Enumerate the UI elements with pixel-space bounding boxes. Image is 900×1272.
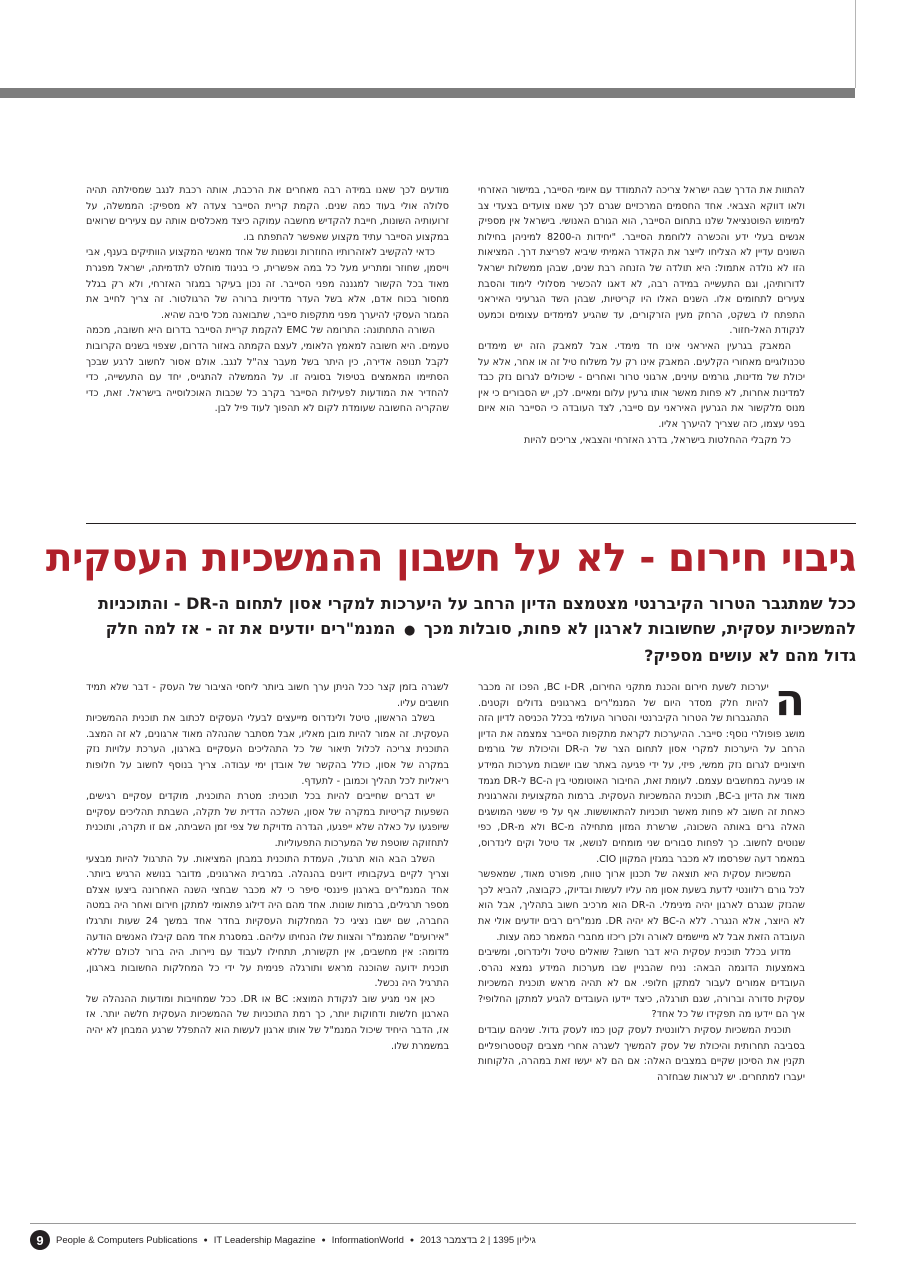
top-left-column xyxy=(86,183,449,505)
paragraph: בשלב הראשון, טיטל ולינדרוס מייעצים לבעלי העסקים לכתוב את תוכנית ההמשכיות העסקית. זה אמור להיות מובן מאליו, אבל מסתבר שהנהלה מאוד ארגונים, לא זה המצב. התוכנית צריכה לכלול תיאור של כל התהליכים העסקיים בארגון, הערכת עלויות נזק במקרה של אסון, כולל בהקשר של אובדן ימי עבודה. צריך בנוסף לחשוב על חלופות ריאליות לכל תהליך וכמובן - לתעדף. xyxy=(86,713,449,787)
paragraph: תוכנית המשכיות עסקית רלוונטית לעסק קטן כמו לעסק גדול. שניהם עובדים בסביבה תחרותית והיכולת של עסק להמשיך לשגרה אחרי מצבים קטסטרופליים תקנין את הסיכון שקיים במצבים האלה: אם הם לא יעשו זאת במהרה, הלקוחות יעברו למתחרים. יש לנראות שבחזרה xyxy=(478,1025,805,1083)
article-subhead xyxy=(80,591,856,671)
drop-cap: ה xyxy=(774,680,805,726)
top-right-column xyxy=(478,183,805,505)
article-right-column xyxy=(478,680,805,1195)
footer-magazine: IT Leadership Magazine xyxy=(213,1234,316,1246)
paragraph-lead-text: יערכות לשעת חירום והכנת מתקני החירום, DR-ו BC, הפכו זה מכבר להיות חלק מסדר היום של המנמ"רים בארגונים גדולים וקטנים. התהגברות של הטרור הקיברנטי והטרור העולמי בכלל הכניסה לדיון הזה מושג פופולרי נוסף: סייבר. ההיערכות לקראת מתקפות הסייבר צמצמה את הדיון הרחב על היערכות למקרי אסון לתחום הצר של ה-DR והיכולת של גורמים חיצוניים לגרום נזק ממשי, פיזי, על ידי פגיעה באתר שבו יושבות מערכות המידע או פגיעה במחשבים עצמם. לעומת זאת, החיבור האוטומטי בין ה-BC ל-DR מגמד מאוד את הדיון ב-BC, תוכנית ההמשכיות העסקית. ברמות המקצועית והארגונית כאחת זה חשוב לא פחות מאשר תוכניות להתאוששות. אף על פי ששני המושגים האלה גרים באותה השכונה, שרשרת המזון מתחילה מ-BC ולא מ-DR, כפי שנוטים לחשוב. כך לפחות סבורים שני מומחים לנושא, אד טיטל וקים לינדרוס, במאמר דעה שפרסמו לא מכבר במגזין המקוון CIO. xyxy=(478,682,805,865)
footer-rule xyxy=(30,1223,856,1224)
article-left-column xyxy=(86,680,449,1195)
footer-separator-icon: ● xyxy=(321,1236,326,1244)
page-number: 9 xyxy=(30,1230,50,1250)
header-band xyxy=(0,88,855,98)
paragraph: המאבק בגרעין האיראני אינו חד מימדי. אבל למאבק הזה יש מימדים טכנולוגיים מאחורי הקלעים. המאבק אינו רק על משלוח טיל זה או אחר, אלא על יכולת של מדינות, גורמים עוינים, ארגוני טרור ואחרים - שיכולים לגרום נזק כבד למדינות אחרות, לא פחות מאשר אותו גרעין עלום ומאיים. לכן, יש הסבורים כי אין מנוס מלקשור את הגרעין האיראני עם סייבר, לצד העובדה כי הסייבר הוא איום בפני עצמו, כזה שצריך להיערך אליו. xyxy=(478,340,805,430)
page-footer xyxy=(30,1228,856,1252)
footer-separator-icon: ● xyxy=(203,1236,208,1244)
paragraph: להתוות את הדרך שבה ישראל צריכה להתמודד עם איומי הסייבר, במישור האזרחי ולאו דווקא הצבאי. אחד החסמים המרכזיים שגרם לכך שאנו צועדים בצעדי צב למימוש הפוטנציאל שלנו בתחום הסייבר, הוא הגורם האנושי. בישראל אין מספיק אנשים בעלי ידע והכשרה ללוחמת הסייבר. "יחידות ה-8200 למיניהן בחילות השונים עדיין לא הצליחו לייצר את הקאדר האמיתי שיביא לפריצת דרך. המציאות הזו לא נולדה אתמול: היא תולדה של הזנחה רבת שנים, שבהן ממשלות ישראל לדורותיהן, וגם התעשייה במידה רבה, לא דאגו להכשיר מסלולי לימוד והסבת צעירים לתחומים אלו. השנים האלו היו קריטיות, שבהן השד הגרעיני האיראני התפתח לו בשקט, הרחק מעין הזרקורים, עד שהגיע למימדים עצומים וכמעט לנקודת האל-חזור. xyxy=(478,185,805,337)
paragraph: כל מקבלי ההחלטות בישראל, בדרג האזרחי והצבאי, צריכים להיות xyxy=(524,434,791,446)
bullet-icon: ● xyxy=(404,623,416,638)
subhead-part-2: המנמ"רים יודעים את זה - אז למה חלק גדול מהם לא עושים מספיק? xyxy=(105,619,856,665)
paragraph-lead xyxy=(478,680,805,867)
subhead-part-1: ככל שמתגבר הטרור הקיברנטי מצטמצם הדיון הרחב על היערכות למקרי אסון לתחום ה-DR - והתוכניות להמשכיות עסקית, שחשובות לארגון לא פחות, סובלות מכך xyxy=(98,594,856,638)
top-vertical-rule xyxy=(855,0,856,88)
footer-issue: גיליון 1395 | 2 בדצמבר 2013 xyxy=(420,1234,536,1246)
paragraph: מדוע בכלל תוכנית עסקית היא דבר חשוב? שואלים טיטל ולינדרוס, ומשיבים באמצעות הדוגמה הבאה: נניח שהבניין שבו מערכות המידע נמצא נהרס. העובדים אמורים לעבור למתקן חלופי. אם לא תהיה מראש תוכנית המשכיות עסקית סדורה וברורה, שגם תורגלה, כיצד יידעו העובדים להגיע למתקן החלופי? איך הם יידעו מה תפקידו של כל אחד? xyxy=(478,947,805,1021)
footer-publisher: People & Computers Publications xyxy=(56,1234,198,1246)
article-headline: גיבוי חירום - לא על חשבון ההמשכיות העסקית xyxy=(45,536,856,581)
paragraph: מודעים לכך שאנו במידה רבה מאחרים את הרכבת, אותה רכבת לנגב שמסילתה תהיה סלולה אולי בעוד כמה שנים. הקמת קריית הסייבר צעדה לא מספיק: הממשלה, על זרועותיה השונות, חייבת להקדיש מחשבה עמוקה כיצד מאכלסים אותה עם צעירים שרואים במקצוע הסייבר עתיד מקצוע שאפשר להתפתח בו. xyxy=(86,185,449,243)
paragraph: לשגרה בזמן קצר ככל הניתן ערך חשוב ביותר ליחסי הציבור של העסק - דבר שלא תמיד חושבים עליו. xyxy=(86,682,449,709)
paragraph: כדאי להקשיב לאזהרותיו החוזרות ונשנות של אחד מאנשי המקצוע הוותיקים בענף, אבי וייסמן, שחוזר ומתריע מעל כל במה אפשרית, כי בניגוד מוחלט לתדמיתה, ישראל מפגרת מאוד בכל הקשור למגננה מפני הסייבר. זה נכון בעיקר במגזר האזרחי, ולא רק בגלל מחסור בכוח אדם, אלא בשל העדר מדיניות ברורה של הרגולטור. זה צריך לחייב את המגזר העסקי להיערך מפני מתקפות סייבר, שתבואנה מכל סיבה שהיא. xyxy=(86,247,449,321)
paragraph: המשכיות עסקית היא תוצאה של תכנון ארוך טווח, מפורט מאוד, שמאפשר לכל גורם רלוונטי לדעת בשעת אסון מה עליו לעשות ובדיוק, כקבוצה, להביא לכך שהנזק שנגרם לארגון יהיה מינימלי. ה-DR הוא מרכיב חשוב בתהליך, אבל הוא לא היוצר, אלא הנגרר. ללא ה-BC לא יהיה DR. מנמ"רים רבים יודעים אולי את העובדה הזאת אבל לא מיישמים לאורה ולכן ריכזו מחברי המאמר כמה עצות. xyxy=(478,869,805,943)
paragraph: השלב הבא הוא תרגול, העמדת התוכנית במבחן המציאות. על התרגול להיות מבצעי וצריך לקיים בעקבותיו דיונים בהנהלה. במרבית הארגונים, מדובר בנושא הרגיש ביותר. אחד המנמ"רים בארגון פיננסי סיפר כי לא מכבר שבחצי השנה האחרונה ביצעו אצלם מספר תרגילים, ברמות שונות. אחד מהם היה דילוג פתאומי למתקן חירום ואחר היה במטה החברה, שם ישבו נציגי כל המחלקות העסקיות בחדר אחד במשך 24 שעות ותרגלו "אירועים" שהמנמ"ר והצוות שלו הנחיתו עליהם. במסגרת אחד מהם קיבלו האנשים הודעה מדומה: אין מחשבים, אין תקשורת, תתחילו לעבוד עם ניירות. היה ברור לכולם שללא תוכנית ידועה שהוכנה מראש ותורגלה פנימית על ידי כל המחלקות החשובות בארגון, התרגיל היה נכשל. xyxy=(86,853,449,990)
section-divider xyxy=(86,523,856,524)
footer-publication: InformationWorld xyxy=(331,1234,404,1246)
paragraph: כאן אני מגיע שוב לנקודת המוצא: BC או DR. ככל שמחויבות ומודעות ההנהלה של הארגון חלשות ודחוקות יותר, כך רמת התוכניות של ההמשכיות העסקית חלשה יותר. אז אז, הדבר היחיד שיכול המנמ"ל של אותו ארגון לעשות הוא להתפלל שרגע המבחן לא יהיה במשמרת שלו. xyxy=(86,993,449,1052)
paragraph: יש דברים שחייבים להיות בכל תוכנית: מטרת התוכנית, מוקדים עסקיים רגישים, השפעות קריטיות במקרה של אסון, השלכה הדדית של תקלה, השבתת תהליכים עסקיים שיופגעו על כאלה שלא ייפגעו, הגדרה מדויקת של צפי זמן השביתה, אם זו תקרה, ותוכנית לתחזוקה שוטפת של המערכות התפעוליות. xyxy=(86,791,449,849)
footer-separator-icon: ● xyxy=(409,1236,415,1244)
paragraph: השורה התחתונה: התרומה של EMC להקמת קריית הסייבר בדרום היא חשובה, מכמה טעמים. היא חשובה למאמץ הלאומי, לעצם הקמתה באזור הדרום, שצפוי בשנים הקרובות לקבל תנופה אדירה, כין היתר בשל מעבר צה"ל לנגב. אולם אסור לחשוב לרגע שבכך הסתיימו המאמצים בטיפול בסוגיה זו. על הממשלה להתגייס, יחד עם התעשייה, כדי להחדיר את המודעות לפעילות הסייבר בקרב כל שכבות האוכלוסייה בישראל. זאת, כדי שהקריה החשובה שעומדת לקום לא תהפוך לעוד פיל לבן. xyxy=(86,325,449,415)
